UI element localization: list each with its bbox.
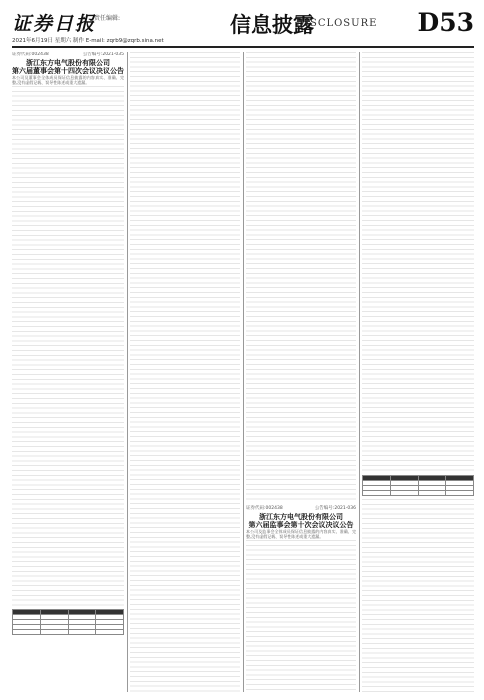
notice-code-row [246, 506, 356, 512]
column-divider [359, 52, 360, 692]
column-1 [12, 52, 124, 692]
editor-credit [94, 15, 120, 22]
body-text-block [362, 52, 474, 472]
notice-statement: 本公司及董事会全体成员保证信息披露的内容真实、准确、完整,没有虚假记载、误导性陈述或重大遗漏。 [12, 75, 124, 85]
notice-title-line: 第六届董事会第十四次会议决议公告 [12, 67, 124, 75]
notice-statement: 本公司及监事会全体成员保证信息披露的内容真实、准确、完整,没有虚假记载、误导性陈述或重大遗漏。 [246, 529, 356, 539]
notice-code-row [12, 52, 124, 58]
notice-number: 公告编号:2021-036 [314, 506, 356, 511]
column-2 [130, 52, 240, 692]
notice-title-line: 浙江东方电气股份有限公司 [259, 513, 343, 521]
column-3 [246, 52, 356, 692]
data-table [362, 475, 474, 496]
dateline: 2021年6月19日 星期六 制作 E-mail: zqrb9@zqrb.sina.net [12, 38, 164, 44]
notice-number: 公告编号:2021-035 [82, 52, 124, 57]
notice-title-line: 第六届监事会第十次会议决议公告 [248, 521, 354, 529]
notice-title [12, 59, 124, 75]
masthead-rule [12, 46, 474, 48]
section-title-english: DISCLOSURE [296, 18, 378, 29]
body-text-block [130, 52, 240, 692]
column-divider [243, 52, 244, 692]
notice-title [246, 513, 356, 529]
body-text-block [246, 540, 356, 690]
notice-title-line: 浙江东方电气股份有限公司 [26, 59, 110, 67]
data-table [12, 609, 124, 635]
body-text-block [362, 499, 474, 692]
column-divider [127, 52, 128, 692]
stock-code: 证券代码:002438 [12, 52, 49, 57]
stock-code: 证券代码:002438 [246, 506, 283, 511]
section-title: 信息披露 [230, 12, 314, 37]
notice-supervisory-meeting [246, 506, 356, 540]
body-text-block [246, 52, 356, 502]
editor-label: 责任编辑: [94, 15, 121, 22]
newspaper-logo: 证券日报 [12, 13, 97, 35]
column-4 [362, 52, 474, 692]
masthead [12, 9, 474, 47]
notice-board-meeting [12, 52, 124, 86]
body-text-block [12, 86, 124, 606]
page-number: D53 [417, 8, 474, 37]
